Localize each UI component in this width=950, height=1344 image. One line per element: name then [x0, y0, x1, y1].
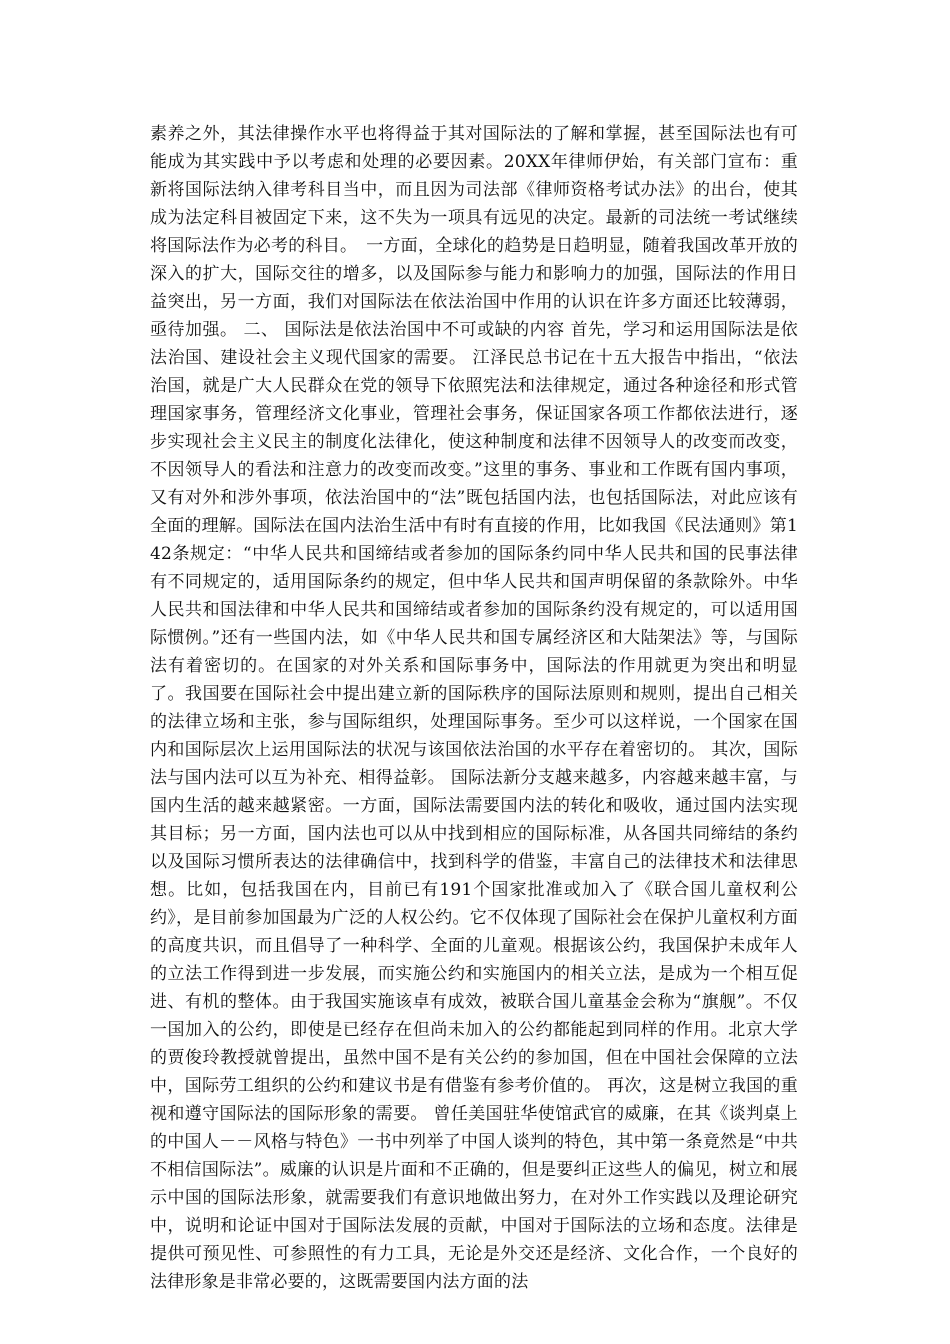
body-paragraph: 素养之外，其法律操作水平也将得益于其对国际法的了解和掌握，甚至国际法也有可能成为其实践中予以考虑和处理的必要因素。20XX年律师伊始，有关部门宣布：重新将国际法纳入律考科目当中，而且因为司法部《律师资格考试办法》的出台，使其成为法定科目被固定下来，这不失为一项具有远见的决定。最新的司法统一考试继续将国际法作为必考的科目。 一方面，全球化的趋势是日趋明显，随着我国改革开放的深入的扩大，国际交往的增多，以及国际参与能力和影响力的加强，国际法的作用日益突出，另一方面，我们对国际法在依法治国中作用的认识在许多方面还比较薄弱，亟待加强。 二、 国际法是依法治国中不可或缺的内容 首先，学习和运用国际法是依法治国、建设社会主义现代国家的需要。 江泽民总书记在十五大报告中指出，“依法治国，就是广大人民群众在党的领导下依照宪法和法律规定，通过各种途径和形式管理国家事务，管理经济文化事业，管理社会事务，保证国家各项工作都依法进行，逐步实现社会主义民主的制度化法律化，使这种制度和法律不因领导人的改变而改变，不因领导人的看法和注意力的改变而改变。”这里的事务、事业和工作既有国内事项，又有对外和涉外事项，依法治国中的“法”既包括国内法，也包括国际法，对此应该有全面的理解。国际法在国内法治生活中有时有直接的作用，比如我国《民法通则》第142条规定：“中华人民共和国缔结或者参加的国际条约同中华人民共和国的民事法律有不同规定的，适用国际条约的规定，但中华人民共和国声明保留的条款除外。中华人民共和国法律和中华人民共和国缔结或者参加的国际条约没有规定的，可以适用国际惯例。”还有一些国内法，如《中华人民共和国专属经济区和大陆架法》等，与国际法有着密切的。在国家的对外关系和国际事务中，国际法的作用就更为突出和明显了。我国要在国际社会中提出建立新的国际秩序的国际法原则和规则，提出自己相关的法律立场和主张，参与国际组织，处理国际事务。至少可以这样说，一个国家在国内和国际层次上运用国际法的状况与该国依法治国的水平存在着密切的。 其次，国际法与国内法可以互为补充、相得益彰。 国际法新分支越来越多，内容越来越丰富，与国内生活的越来越紧密。一方面，国际法需要国内法的转化和吸收，通过国内法实现其目标；另一方面，国内法也可以从中找到相应的国际标准，从各国共同缔结的条约以及国际习惯所表达的法律确信中，找到科学的借鉴，丰富自己的法律技术和法律思想。比如，包括我国在内，目前已有191个国家批准或加入了《联合国儿童权利公约》，是目前参加国最为广泛的人权公约。它不仅体现了国际社会在保护儿童权利方面的高度共识，而且倡导了一种科学、全面的儿童观。根据该公约，我国保护未成年人的立法工作得到进一步发展，而实施公约和实施国内的相关立法，是成为一个相互促进、有机的整体。由于我国实施该卓有成效，被联合国儿童基金会称为“旗舰”。不仅一国加入的公约，即使是已经存在但尚未加入的公约都能起到同样的作用。北京大学的贾俊玲教授就曾提出，虽然中国不是有关公约的参加国，但在中国社会保障的立法中，国际劳工组织的公约和建议书是有借鉴有参考价值的。 再次，这是树立我国的重视和遵守国际法的国际形象的需要。 曾任美国驻华使馆武官的威廉，在其《谈判桌上的中国人－－风格与特色》一书中列举了中国人谈判的特色，其中第一条竟然是“中共不相信国际法”。威廉的认识是片面和不正确的，但是要纠正这些人的偏见，树立和展示中国的国际法形象，就需要我们有意识地做出努力，在对外工作实践以及理论研究中，说明和论证中国对于国际法发展的贡献，中国对于国际法的立场和态度。法律是提供可预见性、可参照性的有力工具，无论是外交还是经济、文化合作，一个良好的法律形象是非常必要的，这既需要国内法方面的法	[150, 124, 798, 1292]
document-page	[150, 120, 798, 1296]
